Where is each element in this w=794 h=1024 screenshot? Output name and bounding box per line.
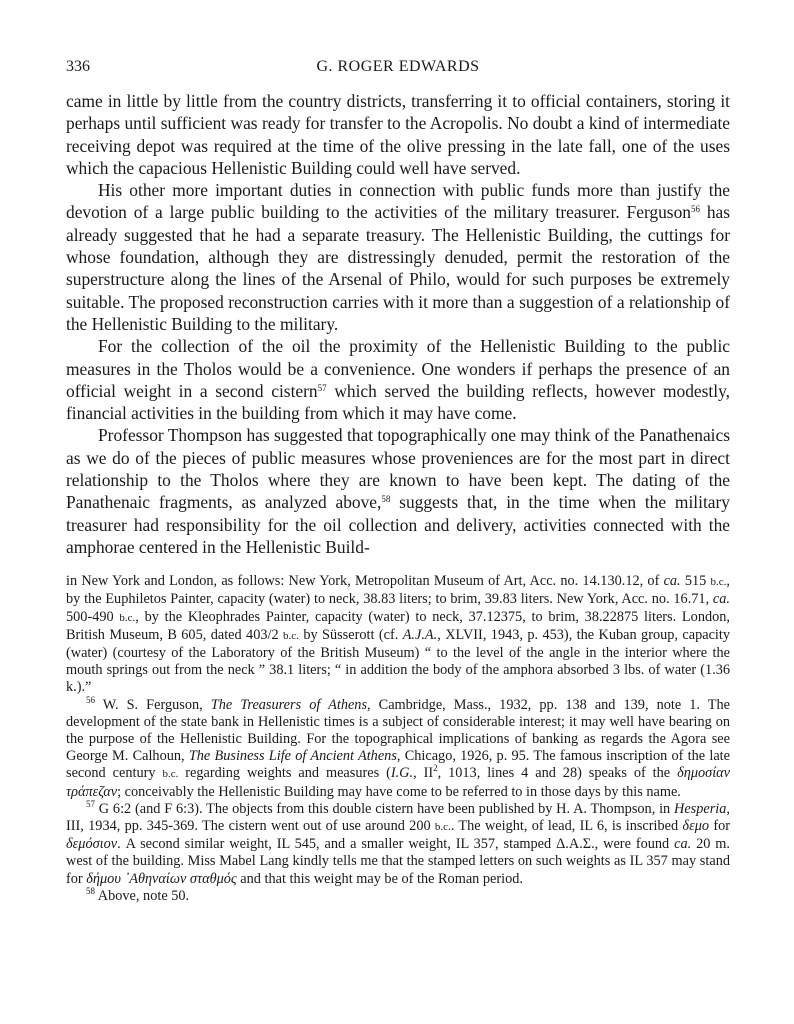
fn-italic: I.G. bbox=[390, 765, 414, 782]
page-number: 336 bbox=[66, 58, 90, 75]
page-header bbox=[66, 54, 730, 82]
fn-text: , by the Euphiletos Painter, capacity (water) to neck, 38.83 liters; to brim, 39.83 liters. New York, Acc. no. 16.71, bbox=[66, 573, 730, 608]
paragraph-2-text-a: His other more important duties in connection with public funds more than justify the devotion of a large public building to the activities of the military treasurer. Ferguson bbox=[66, 180, 730, 223]
fn-text: Above, note 50. bbox=[95, 887, 190, 904]
note-ref-58[interactable]: 58 bbox=[381, 494, 391, 505]
fn-text: W. S. Ferguson, bbox=[95, 696, 211, 713]
fn-text: 500-490 bbox=[66, 608, 120, 625]
fn-text: ; conceivably the Hellenistic Building may have come to be referred to in those days by this name. bbox=[117, 783, 681, 800]
paragraph-2 bbox=[66, 179, 730, 335]
fn-text: regarding weights and measures ( bbox=[178, 765, 391, 782]
fn-text: . The weight, of lead, IL 6, is inscribed bbox=[450, 818, 683, 835]
footnotes bbox=[66, 573, 730, 905]
fn-italic: Hesperia bbox=[674, 800, 727, 817]
fn-text: , II bbox=[413, 765, 434, 782]
paragraph-4 bbox=[66, 424, 730, 558]
fn-italic: ca. bbox=[674, 836, 692, 853]
fn-italic: ca. bbox=[663, 573, 681, 590]
fn-superscript: 2 bbox=[433, 763, 438, 774]
fn-greek: δεμο bbox=[682, 818, 710, 835]
fn-small-caps: b.c. bbox=[434, 821, 451, 834]
fn-text: . A second similar weight, IL 545, and a smaller weight, IL 357, stamped Δ.Α.Σ., were found bbox=[117, 836, 675, 853]
fn-text: , III, 1934, pp. 345-369. The cistern went out of use around 200 bbox=[66, 800, 730, 835]
fn-text: G 6:2 (and F 6:3). The objects from this double cistern have been published by H. A. Thompson, in bbox=[95, 800, 674, 817]
fn-greek: δεμόσιον bbox=[66, 836, 118, 853]
fn-greek: δημοσίαν τράπεζαν bbox=[66, 765, 731, 800]
fn-italic: ca. bbox=[712, 591, 730, 608]
paragraph-1 bbox=[66, 90, 730, 179]
fn-text: , Chicago, 1926, p. 95. The famous inscription of the late second century bbox=[66, 748, 730, 782]
fn-italic: The Business Life of Ancient Athens bbox=[188, 748, 397, 765]
paragraph-3-text-b: which served the building reflects, however modestly, financial activities in the building from which it may have come. bbox=[66, 380, 730, 424]
paragraph-2-text-b: has already suggested that he had a separate treasury. The Hellenistic Building, the cuttings for whose foundation, although they are distressingly denuded, permit the restoration of the superstructure along the lines of the Arsenal of Philo, would for such purposes be extremely suitable. The proposed reconstruction carries with it more than a suggestion of a relationship of the Hellenistic Building to the military. bbox=[66, 202, 731, 334]
fn-text: , XLVII, 1943, p. 453), the Kuban group, capacity (water) (courtesy of the Laboratory of the British Museum) “ to the level of the angle in the interior where the mouth springs out from the neck ” 38.1 liters; “ in addition the body of the amphora absorbed 3 lbs. of water (1.36 k.).” bbox=[66, 626, 731, 696]
fn-small-caps: b.c. bbox=[283, 629, 299, 642]
note-ref-57[interactable]: 57 bbox=[317, 382, 327, 393]
footnote-57 bbox=[66, 798, 731, 888]
paragraph-4-text-b: suggests that, in the time when the military treasurer had responsibility for the oil collection and delivery, activities connected with the amphorae centered in the Hellenistic Build- bbox=[66, 492, 730, 557]
body-text bbox=[66, 90, 730, 558]
paragraph-3-text-a: For the collection of the oil the proximity of the Hellenistic Building to the public measures in the Tholos would be a convenience. One wonders if perhaps the presence of an official weight in a second cistern bbox=[66, 336, 730, 401]
note-ref-56[interactable]: 56 bbox=[690, 204, 700, 215]
footnote-continuation bbox=[66, 573, 730, 696]
footnote-58 bbox=[66, 885, 730, 905]
running-head: G. ROGER EDWARDS bbox=[316, 58, 480, 75]
footnote-56 bbox=[66, 694, 731, 801]
fn-text: for bbox=[709, 818, 730, 835]
fn-text: by Süsserott (cf. bbox=[298, 626, 403, 643]
page bbox=[66, 54, 730, 905]
fn-text: 515 bbox=[680, 573, 711, 590]
fn-text: , 1013, lines 4 and 28) speaks of the bbox=[437, 765, 678, 782]
footnote-58-number: 58 bbox=[86, 885, 95, 896]
fn-small-caps: b.c. bbox=[710, 576, 727, 589]
fn-text: , by the Kleophrades Painter, capacity (water) to neck, 37.12375, to brim, 38.22875 liters. London, British Museum, B 605, dated 403/2 bbox=[66, 608, 730, 643]
fn-italic: A.J.A. bbox=[402, 626, 438, 643]
fn-small-caps: b.c. bbox=[162, 768, 179, 781]
footnote-57-number: 57 bbox=[86, 798, 95, 809]
fn-italic: The Treasurers of Athens bbox=[210, 696, 368, 713]
fn-small-caps: b.c. bbox=[119, 611, 136, 624]
paragraph-1-text: came in little by little from the country districts, transferring it to official containers, storing it perhaps until sufficient was ready for transfer to the Acropolis. No doubt a kind of intermediate receiving depot was required at the time of the olive pressing in the late fall, one of the uses which the capacious Hellenistic Building could well have served. bbox=[66, 91, 730, 178]
fn-text: 20 m. west of the building. Miss Mabel Lang kindly tells me that the stamped letters on such weights as IL 357 may stand for bbox=[66, 836, 731, 887]
fn-text: and that this weight may be of the Roman period. bbox=[236, 870, 523, 887]
fn-greek: δήμου ᾽Αθηναίων σταθμός bbox=[86, 870, 237, 887]
fn-text: , Cambridge, Mass., 1932, pp. 138 and 139, note 1. The development of the state bank in Hellenistic times is a subject of considerable interest; it may well have bearing on the purpose of the Hellenistic Building. For the topographical implications of banking as regards the Agora see George M. Calhoun, bbox=[66, 696, 730, 765]
footnote-56-number: 56 bbox=[86, 694, 95, 705]
fn-text: in New York and London, as follows: New York, Metropolitan Museum of Art, Acc. no. 14.130.12, of bbox=[66, 573, 664, 590]
paragraph-4-text-a: Professor Thompson has suggested that topographically one may think of the Panathenaics as we do of the pieces of public measures whose proveniences are for the most part in direct relationship to the Tholos where they are known to have been kept. The dating of the Panathenaic fragments, as analyzed above, bbox=[66, 425, 730, 513]
paragraph-3 bbox=[66, 335, 730, 424]
